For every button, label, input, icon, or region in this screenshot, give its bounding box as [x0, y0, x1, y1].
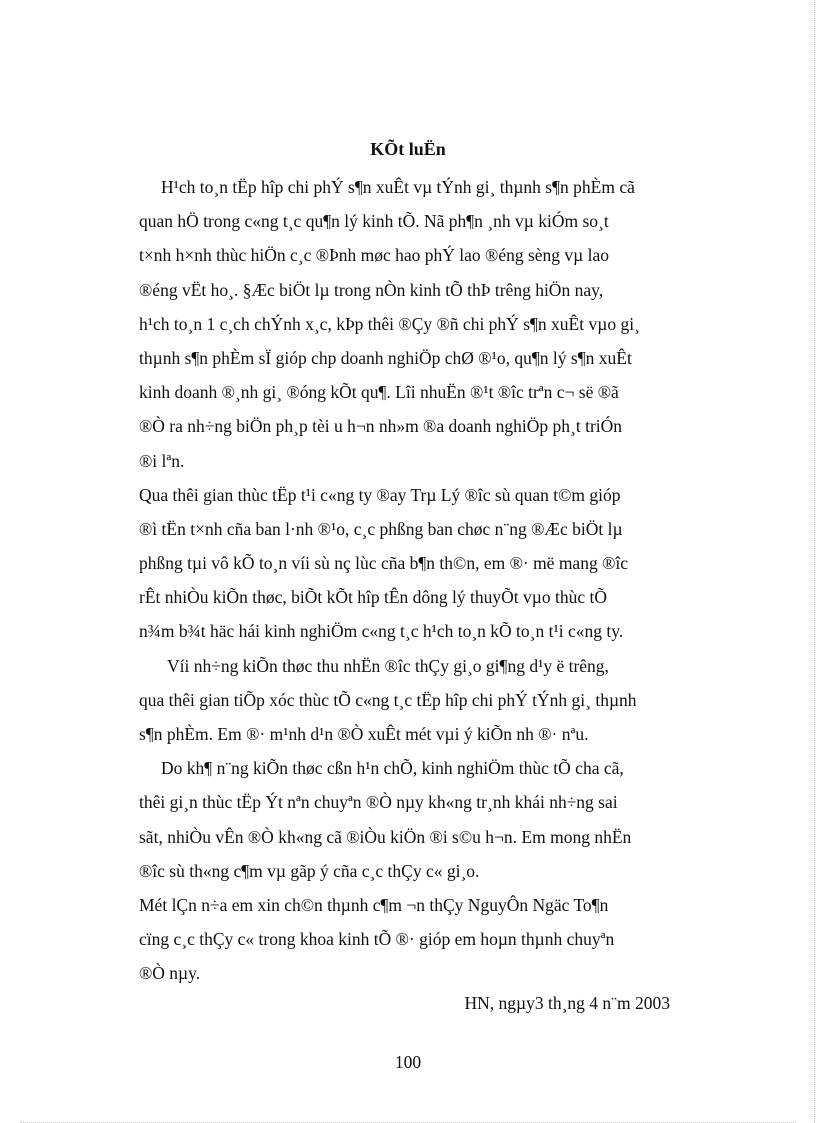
text-line: Mét lÇn n÷a em xin ch©n thµnh c¶m ¬n thÇy NguyÔn Ngäc To¶n [139, 894, 609, 915]
signature-date: HN, ngµy3 th¸ng 4 n¨m 2003 [464, 993, 670, 1013]
text-line: h¹ch to¸n 1 c¸ch chÝnh x¸c, kÞp thêi ®Çy ®ñ chi phÝ s¶n xuÊt vµo gi¸ [139, 313, 640, 334]
text-line: kinh doanh ®¸nh gi¸ ®óng kÕt qu¶. Lîi nhuËn ®¹t ®îc trªn c¬ së ®ã [139, 382, 619, 403]
text-line: qua thêi gian tiÕp xóc thùc tÕ c«ng t¸c tËp hîp chi phÝ tÝnh gi¸ thµnh [139, 689, 637, 710]
body-text [139, 170, 679, 991]
page-title: KÕt luËn [370, 139, 446, 159]
text-line: phßng tµi vô kÕ to¸n víi sù nç lùc cña b¶n th©n, em ®· më mang ®îc [139, 553, 629, 574]
text-line: ®îc sù th«ng c¶m vµ gãp ý cña c¸c thÇy c« gi¸o. [139, 860, 480, 881]
text-line: Qua thêi gian thùc tËp t¹i c«ng ty ®ay Trµ Lý ®îc sù quan t©m gióp [139, 484, 621, 505]
text-line: Víi nh÷ng kiÕn thøc thu nhËn ®îc thÇy gi¸o gi¶ng d¹y ë trêng, [167, 655, 609, 676]
page-number: 100 [394, 1052, 422, 1072]
text-line: t×nh h×nh thùc hiÖn c¸c ®Þnh møc hao phÝ lao ®éng sèng vµ lao [139, 245, 610, 266]
text-line: cïng c¸c thÇy c« trong khoa kinh tÕ ®· gióp em hoµn thµnh chuyªn [139, 929, 615, 950]
text-line: n¾m b¾t häc hái kinh nghiÖm c«ng t¸c h¹ch to¸n kÕ to¸n t¹i c«ng ty. [139, 621, 624, 642]
text-line: s¶n phÈm. Em ®· m¹nh d¹n ®Ò xuÊt mét vµi ý kiÕn nh ®· nªu. [139, 724, 589, 744]
text-line: ®éng vËt ho¸. §Æc biÖt lµ trong nÒn kinh tÕ thÞ trêng hiÖn nay, [139, 279, 604, 300]
text-line: thêi gi¸n thùc tËp Ýt nªn chuyªn ®Ò nµy kh«ng tr¸nh khái nh÷ng sai [139, 792, 618, 813]
text-line: Do kh¶ n¨ng kiÕn thøc cßn h¹n chÕ, kinh nghiÖm thùc tÕ cha cã, [161, 758, 624, 779]
text-line: thµnh s¶n phÈm sÏ gióp chp doanh nghiÖp chØ ®¹o, qu¶n lý s¶n xuÊt [139, 347, 632, 368]
text-line: quan hÖ trong c«ng t¸c qu¶n lý kinh tÕ. Nã ph¶n ¸nh vµ kiÓm so¸t [139, 211, 609, 232]
text-line: H¹ch to¸n tËp hîp chi phÝ s¶n xuÊt vµ tÝnh gi¸ thµnh s¶n phÈm cã [161, 177, 635, 197]
text-line: ®ì tËn t×nh cña ban l·nh ®¹o, c¸c phßng ban chøc n¨ng ®Æc biÖt lµ [139, 518, 623, 539]
page-right-border [814, 0, 815, 1123]
text-line: ®Ò nµy. [139, 963, 201, 984]
text-line: ®Ò ra nh÷ng biÖn ph¸p tèi u h¬n nh»m ®a doanh nghiÖp ph¸t triÓn [139, 416, 623, 437]
text-line: ®i lªn. [139, 450, 185, 471]
text-line: rÊt nhiÒu kiÕn thøc, biÕt kÕt hîp tÊn dông lý thuyÕt vµo thùc tÕ [139, 587, 607, 608]
text-line: sãt, nhiÒu vÊn ®Ò kh«ng cã ®iÒu kiÖn ®i s©u h¬n. Em mong nhËn [139, 826, 632, 847]
